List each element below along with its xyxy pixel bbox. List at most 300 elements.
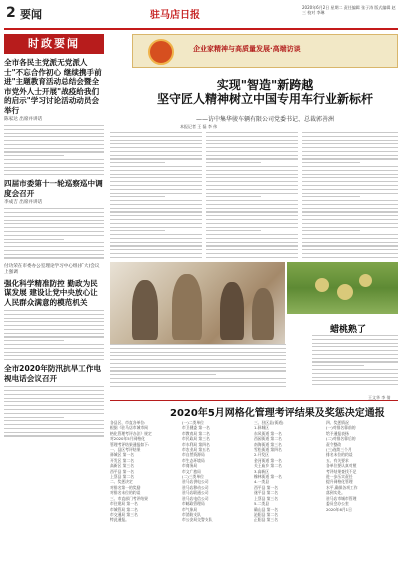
text-line: [302, 249, 398, 250]
text-line: [312, 373, 398, 374]
notice-line: 市住建局 第一名: [110, 501, 138, 507]
text-line: [4, 227, 104, 228]
notice-line: 1.驿城区: [254, 425, 270, 431]
text-line: [206, 249, 298, 250]
notice-line: 2.开发区: [254, 452, 270, 458]
text-line: [110, 193, 202, 194]
text-line: [312, 361, 398, 362]
text-line: [302, 136, 398, 137]
notice-line: 雪松街道 第四名: [254, 447, 282, 453]
article-col-1: [110, 132, 202, 261]
text-line: [110, 158, 202, 159]
text-line: [302, 208, 398, 209]
text-line: [4, 424, 104, 425]
text-line: [110, 174, 202, 175]
text-line: [110, 253, 202, 254]
text-line: [4, 413, 104, 414]
text-line: [302, 238, 398, 239]
notice-line: 四、奖惩情况: [326, 420, 349, 425]
text-line: [110, 370, 286, 371]
text-line: [302, 166, 398, 167]
text-line: [110, 196, 165, 197]
text-line: [206, 136, 298, 137]
text-line: [302, 132, 398, 133]
notice-line: 高新区 第三名: [110, 463, 134, 469]
text-line: [4, 409, 104, 410]
story2-title: 四届市委第十一轮巡察巡中调度会召开: [4, 179, 103, 198]
newspaper-logo: 驻马店日报: [150, 10, 200, 21]
text-line: [110, 363, 286, 364]
text-line: [206, 253, 298, 254]
text-line: [110, 151, 202, 152]
text-line: [4, 129, 104, 130]
notice-line: 市卫健委 第一名: [182, 425, 210, 431]
text-line: [206, 230, 261, 231]
photo-caption-body: [312, 335, 398, 393]
story3-title: 强化科学精准防控 勤政为民谋发展 建设让党中央放心让人民群众满意的模范机关: [4, 278, 98, 307]
text-line: [110, 378, 286, 379]
notice-line: 水平,确保各项工作: [326, 484, 358, 490]
issue-meta: 2020年6月2日 星期二 责任编辑 张子涛 版式编辑 赵三 校对 李琳: [302, 5, 396, 15]
notice-line: 2020年6月1日: [326, 506, 352, 512]
text-line: [4, 314, 104, 315]
text-line: [4, 329, 104, 330]
text-line: [4, 352, 104, 353]
peach-photo: [287, 262, 398, 314]
text-line: [206, 215, 298, 216]
text-line: [302, 147, 398, 148]
notice-line: 给予通报表扬: [326, 430, 349, 436]
text-line: [4, 310, 104, 311]
text-line: [110, 245, 202, 246]
story4-title: 全市2020年防汛抗旱工作电视电话会议召开: [4, 364, 102, 383]
notice-line: 市商务局: [182, 463, 198, 469]
text-line: [206, 257, 298, 258]
text-line: [110, 386, 286, 387]
text-line: [4, 318, 104, 319]
text-line: [302, 242, 398, 243]
text-line: [302, 185, 398, 186]
text-line: [4, 136, 104, 137]
text-line: [206, 208, 298, 209]
text-line: [206, 170, 298, 171]
story1-sub: 陈家达 出席并讲话: [4, 117, 43, 122]
text-line: [4, 257, 104, 258]
banner-title: 企业家精神与高质量发展·高端访谈: [193, 45, 301, 53]
text-line: [4, 340, 64, 341]
text-line: [302, 215, 398, 216]
section-rule: [110, 400, 398, 401]
notice-line: 驻马店供电公司: [182, 479, 209, 485]
notice-line: 特此通报。: [110, 517, 129, 523]
text-line: [110, 249, 202, 250]
text-line: [302, 253, 398, 254]
text-line: [110, 189, 202, 190]
text-line: [110, 136, 202, 137]
text-line: [312, 343, 398, 344]
text-line: [302, 223, 398, 224]
notice-line: 驻马店移动公司: [182, 484, 209, 490]
text-line: [312, 354, 398, 355]
text-line: [206, 234, 298, 235]
notice-line: 西平县 第一名: [254, 484, 278, 490]
text-line: [206, 140, 298, 141]
notice-line: 各单位要认真对照: [326, 463, 357, 469]
notice-line: 4.一类县: [254, 479, 270, 485]
notice-line: 考评结果查找不足: [326, 468, 357, 474]
notice-line: 市文广旅局: [182, 468, 201, 474]
text-line: [110, 147, 202, 148]
notice-line: 落到实处。: [326, 490, 345, 496]
text-line: [110, 215, 202, 216]
notice-line: 管理考评结果通报如下:: [110, 441, 150, 447]
text-line: [4, 359, 104, 360]
text-line: [302, 234, 398, 235]
text-line: [110, 170, 202, 171]
text-line: [312, 339, 398, 340]
text-line: [206, 211, 298, 212]
workers-photo: [110, 262, 285, 344]
notice-column: [326, 420, 394, 512]
text-line: [4, 167, 104, 168]
text-line: [4, 401, 104, 402]
text-line: [302, 162, 360, 163]
text-line: [110, 227, 202, 228]
notice-line: 上蔡县 第二名: [110, 474, 134, 480]
text-line: [206, 200, 298, 201]
notice-line: 对2020年5月网格化: [110, 436, 145, 442]
text-line: [312, 335, 398, 336]
notice-line: 市城管局 第二名: [110, 506, 138, 512]
text-line: [110, 374, 216, 375]
story3-body: [4, 310, 104, 360]
text-line: [302, 174, 398, 175]
text-line: [206, 174, 298, 175]
article-col-3: [302, 132, 398, 261]
notice-line: 市生态环境局: [182, 457, 205, 463]
notice-line: 市水利局 第四名: [182, 441, 210, 447]
text-line: [110, 234, 202, 235]
text-line: [302, 140, 398, 141]
text-line: [110, 155, 202, 156]
text-line: [206, 177, 298, 178]
left-column: [4, 34, 104, 439]
notice-line: 责令整改: [326, 441, 342, 447]
text-line: [4, 133, 104, 134]
text-line: [302, 211, 398, 212]
main-headline-line1: 实现"智造"新跨越: [216, 78, 314, 92]
notice-line: 正阳县 第三名: [254, 517, 278, 523]
text-line: [110, 208, 202, 209]
text-line: [302, 143, 398, 144]
text-line: [4, 239, 64, 240]
notice-line: 提升网格化管理: [326, 479, 353, 485]
text-line: [110, 355, 286, 356]
text-line: [302, 257, 398, 258]
notice-line: 驻马店联通公司: [182, 490, 209, 496]
notice-line: 市农业局 第五名: [182, 447, 210, 453]
text-line: [4, 250, 104, 251]
text-line: [110, 132, 202, 133]
notice-line: 金河街道 第一名: [254, 457, 282, 463]
text-line: [206, 162, 261, 163]
text-line: [4, 348, 104, 349]
text-line: [312, 350, 398, 351]
text-line: [4, 420, 104, 421]
text-line: [4, 246, 104, 247]
text-line: [4, 417, 64, 418]
text-line: [302, 155, 398, 156]
main-subtitle: ——访中集华骏车辆有限公司党委书记、总裁郭善洲: [195, 116, 334, 123]
text-line: [4, 355, 104, 356]
text-line: [4, 148, 104, 149]
text-line: [110, 382, 286, 383]
text-line: [206, 245, 298, 246]
story4-body: [4, 386, 104, 436]
text-line: [302, 170, 398, 171]
notice-line: (一)二类单位: [182, 420, 204, 425]
notice-line: 5.二类县: [254, 501, 270, 507]
text-line: [206, 189, 298, 190]
notice-line: 市自然资源局: [182, 452, 205, 458]
text-line: [4, 125, 104, 126]
notice-line: 排名末位的约谈: [326, 452, 353, 458]
notice-line: 驻马店市城市管理: [326, 495, 357, 501]
notice-line: 驻马店电信公司: [182, 495, 209, 501]
notice-line: (二)三类单位: [182, 474, 204, 480]
text-line: [302, 151, 398, 152]
text-line: [4, 223, 104, 224]
column-banner: 时政要闻: [4, 34, 104, 54]
notice-line: 东风街道 第一名: [254, 430, 282, 436]
text-line: [4, 170, 104, 171]
text-line: [206, 155, 298, 156]
text-line: [206, 196, 261, 197]
text-line: [206, 158, 298, 159]
text-line: [110, 181, 202, 182]
text-line: [4, 212, 104, 213]
text-line: [206, 185, 298, 186]
text-line: [302, 204, 398, 205]
text-line: [4, 321, 104, 322]
notice-line: 泌阳县 第二名: [254, 511, 278, 517]
text-line: [110, 166, 202, 167]
story1-body: [4, 125, 104, 175]
notice-line: 市民政局 第三名: [182, 436, 210, 442]
text-line: [4, 336, 104, 337]
notice-line: 市消防支队: [182, 511, 201, 517]
text-line: [110, 219, 202, 220]
text-line: [206, 242, 298, 243]
text-line: [4, 140, 104, 141]
text-line: [206, 143, 298, 144]
page-number: 2: [6, 5, 16, 21]
text-line: [302, 227, 398, 228]
notice-line: 驿城区 第一名: [110, 452, 134, 458]
notice-line: 南海街道 第三名: [254, 441, 282, 447]
text-line: [302, 193, 398, 194]
text-line: [4, 235, 104, 236]
notice-line: 根据《驻马店市城市网: [110, 425, 148, 431]
notice-title: 2020年5月网格化管理考评结果及奖惩决定通报: [170, 408, 385, 419]
text-line: [4, 325, 104, 326]
notice-line: 进一步压实责任: [326, 474, 353, 480]
text-line: [110, 257, 202, 258]
notice-line: 二、奖惩决定: [110, 479, 133, 485]
text-line: [312, 346, 398, 347]
photo-caption-title: 蜡桃熟了: [330, 325, 367, 335]
text-line: [110, 344, 286, 345]
text-line: [206, 132, 298, 133]
feature-banner: [132, 34, 398, 68]
text-line: [110, 223, 202, 224]
text-line: [110, 348, 286, 349]
text-line: [110, 211, 202, 212]
notice-line: (三)连续三个月: [326, 447, 352, 453]
text-line: [312, 369, 398, 370]
text-line: [302, 245, 398, 246]
story1-title: 全市各民主党派无党派人士"不忘合作初心 继续携手前进"主题教育活动总结会暨全市党外人士开展"战疫给我们的启示"学习讨论活动动员会举行: [4, 58, 102, 115]
text-line: [206, 204, 298, 205]
notice-line: 开发区 第二名: [110, 457, 134, 463]
text-line: [4, 405, 104, 406]
text-line: [302, 177, 398, 178]
text-line: [206, 238, 298, 239]
text-line: [4, 220, 104, 221]
text-line: [110, 185, 202, 186]
text-line: [4, 432, 104, 433]
main-author: 本报记者 王 磊 李 伟: [180, 124, 218, 129]
text-line: [4, 208, 104, 209]
photo-side-text: [110, 344, 286, 392]
text-line: [4, 144, 104, 145]
notice-line: (一)对排名靠前的: [326, 425, 356, 431]
notice-body: [110, 420, 398, 570]
notice-line: 市气象局: [182, 506, 198, 512]
text-line: [312, 365, 364, 366]
article-col-2: [206, 132, 298, 261]
text-line: [4, 174, 104, 175]
text-line: [4, 163, 104, 164]
notice-line: 对排名末位的约谈: [110, 490, 141, 496]
text-line: [110, 367, 286, 368]
text-line: [312, 377, 398, 378]
notice-line: 遂平县 第二名: [254, 490, 278, 496]
notice-line: 橡林街道 第一名: [254, 474, 282, 480]
text-line: [4, 390, 104, 391]
text-line: [206, 151, 298, 152]
text-line: [302, 230, 360, 231]
text-line: [312, 384, 398, 385]
text-line: [302, 196, 360, 197]
text-line: [4, 231, 104, 232]
masthead-rule: [4, 28, 398, 30]
notice-line: 市邮政管理局: [182, 501, 205, 507]
text-line: [302, 181, 398, 182]
story3-kicker: 付功荣在市委办公室理论学习中心组(扩大)会议上强调: [4, 263, 100, 275]
text-line: [206, 193, 298, 194]
text-line: [312, 380, 398, 381]
notice-line: 上蔡县 第三名: [254, 495, 278, 501]
notice-line: 西园街道 第二名: [254, 436, 282, 442]
text-line: [4, 394, 104, 395]
notice-line: 各县区、市直各单位:: [110, 420, 146, 425]
notice-line: 关王庙乡 第二名: [254, 463, 282, 469]
photo-credit: 王文华 李 倩: [368, 395, 391, 400]
notice-line: (二)对排名靠后的: [326, 436, 356, 442]
text-line: [4, 216, 104, 217]
text-line: [110, 162, 165, 163]
text-line: [206, 223, 298, 224]
notice-column: [182, 420, 250, 523]
story2-sub: 李成吉 出席并讲话: [4, 200, 43, 206]
text-line: [4, 435, 104, 436]
main-headline: [140, 78, 390, 106]
text-line: [110, 140, 202, 141]
text-line: [302, 158, 398, 159]
text-line: [206, 219, 298, 220]
text-line: [4, 242, 104, 243]
text-line: [206, 181, 298, 182]
notice-line: 对排名第一的奖励: [110, 484, 141, 490]
text-line: [206, 147, 298, 148]
notice-line: 市公安局交警支队: [182, 517, 213, 523]
notice-line: 市交通局 第三名: [110, 511, 138, 517]
text-line: [4, 344, 104, 345]
notice-line: 市教育局 第二名: [182, 430, 210, 436]
section-title: 要闻: [20, 8, 42, 21]
text-line: [110, 230, 165, 231]
notice-line: 一、县区考评结果: [110, 447, 141, 453]
story2-body: [4, 208, 104, 258]
text-line: [4, 151, 104, 152]
text-line: [4, 254, 104, 255]
text-line: [110, 238, 202, 239]
text-line: [4, 155, 64, 156]
text-line: [110, 242, 202, 243]
notice-line: 三、市直部门考评结果: [110, 495, 148, 501]
text-line: [4, 159, 104, 160]
text-line: [302, 219, 398, 220]
notice-line: 西平县 第一名: [110, 468, 134, 474]
text-line: [110, 200, 202, 201]
text-line: [4, 398, 104, 399]
text-line: [110, 177, 202, 178]
notice-line: 三、驻区县(街道): [254, 420, 284, 425]
text-line: [110, 143, 202, 144]
masthead: [0, 0, 402, 30]
text-line: [312, 358, 398, 359]
notice-line: 3.高新区: [254, 468, 270, 474]
text-line: [302, 200, 398, 201]
text-line: [110, 359, 286, 360]
text-line: [302, 189, 398, 190]
text-line: [110, 352, 286, 353]
text-line: [206, 166, 298, 167]
notice-line: 确山县 第一名: [254, 506, 278, 512]
text-line: [4, 428, 104, 429]
main-headline-line2: 坚守匠人精神树立中国专用车行业新标杆: [156, 92, 373, 106]
notice-column: [254, 420, 322, 523]
notice-line: 五、有关要求: [326, 457, 349, 463]
text-line: [4, 386, 104, 387]
text-line: [206, 227, 298, 228]
notice-line: 格化管理考评办法》规定: [110, 430, 152, 436]
text-line: [110, 204, 202, 205]
text-line: [4, 333, 104, 334]
notice-column: [110, 420, 178, 523]
notice-line: 委员会办公室: [326, 501, 349, 507]
